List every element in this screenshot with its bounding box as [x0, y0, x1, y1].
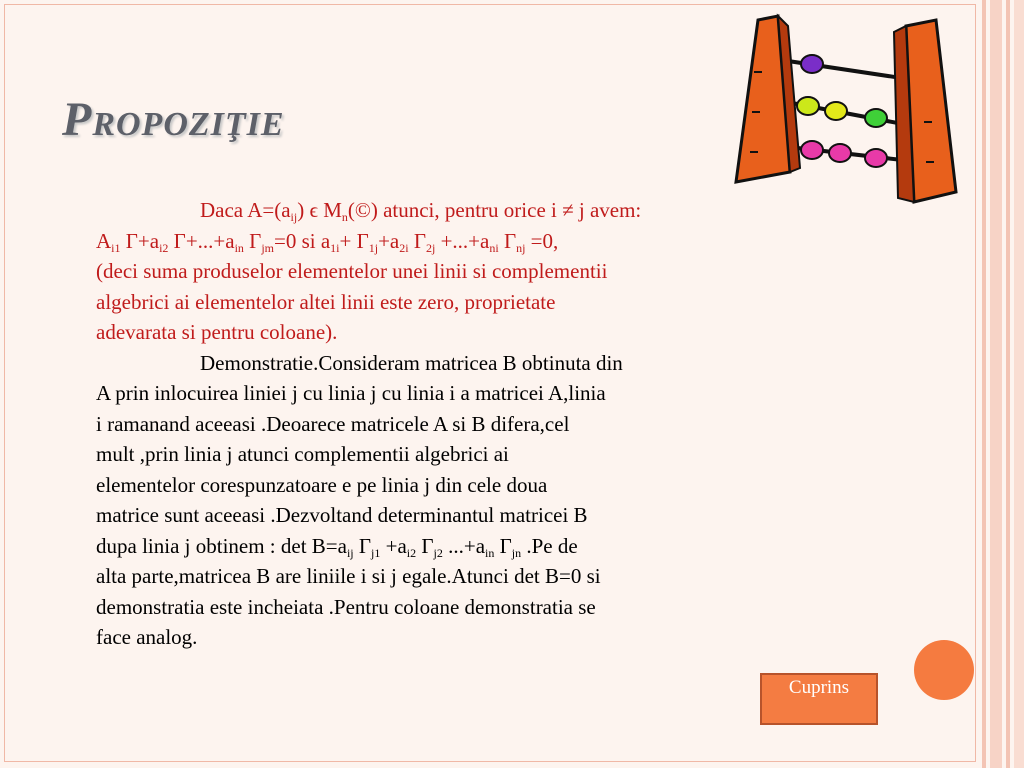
formula-line: $A_{i1}$ $\Gamma+a_{i2}$ $\Gamma+...+a_{in}$ $\Gamma_{jm}=0$ si $a_{1i}+ \Gamma_{1j}+a_{2i}$ $\Gamma_{2j} +...+a_{ni}$ $\Gamma_{nj} =0$,	[96, 228, 559, 255]
text-line: demonstratia este incheiata .Pentru coloane demonstratia se	[96, 594, 596, 619]
abacus-icon	[728, 12, 958, 208]
demonstration-paragraph	[96, 348, 826, 653]
text-line: adevarata si pentru coloane).	[96, 320, 338, 344]
text-line: (deci suma produselor elementelor unei linii si complementii	[96, 259, 608, 283]
text-line: matrice sunt aceeasi .Dezvoltand determinantul matricei B	[96, 503, 588, 527]
formula-line: dupa linia j obtinem : $\det B=a_{ij}$ $\Gamma_{j1} +a_{i2}$ $\Gamma_{j2}$ $...+a_{in}$ $\Gamma_{jn}$ .Pe de	[96, 533, 578, 560]
proposition-paragraph	[96, 195, 826, 348]
text-line: Daca $A=(a_{ij})$ ϵ $M_n(©)$ atunci, pentru orice i ≠ j avem:	[200, 198, 642, 224]
slide-body	[96, 195, 826, 653]
text-line: alta parte,matricea B are liniile i si j egale.Atunci det B=0 si	[96, 564, 601, 588]
decorative-stripe	[982, 0, 986, 768]
decorative-circle	[914, 640, 974, 700]
text-line: A prin inlocuirea liniei j cu linia j cu linia i a matricei A,linia	[96, 381, 606, 405]
cuprins-button[interactable]: Cuprins	[760, 673, 878, 725]
decorative-stripe	[990, 0, 1002, 768]
text-line: algebrici ai elementelor altei linii este zero, proprietate	[96, 289, 556, 314]
decorative-stripe	[1014, 0, 1024, 768]
text-line: Demonstratie.Consideram matricea B obtinuta din	[200, 350, 623, 375]
text-line: i ramanand aceeasi .Deoarece matricele A si B difera,cel	[96, 411, 570, 436]
decorative-stripe	[1006, 0, 1010, 768]
text-line: face analog.	[96, 625, 198, 649]
text-line: elementelor corespunzatoare e pe linia j din cele doua	[96, 472, 548, 497]
slide-title: Propoziţie	[62, 93, 285, 146]
text-line: mult ,prin linia j atunci complementii algebrici ai	[96, 442, 509, 466]
